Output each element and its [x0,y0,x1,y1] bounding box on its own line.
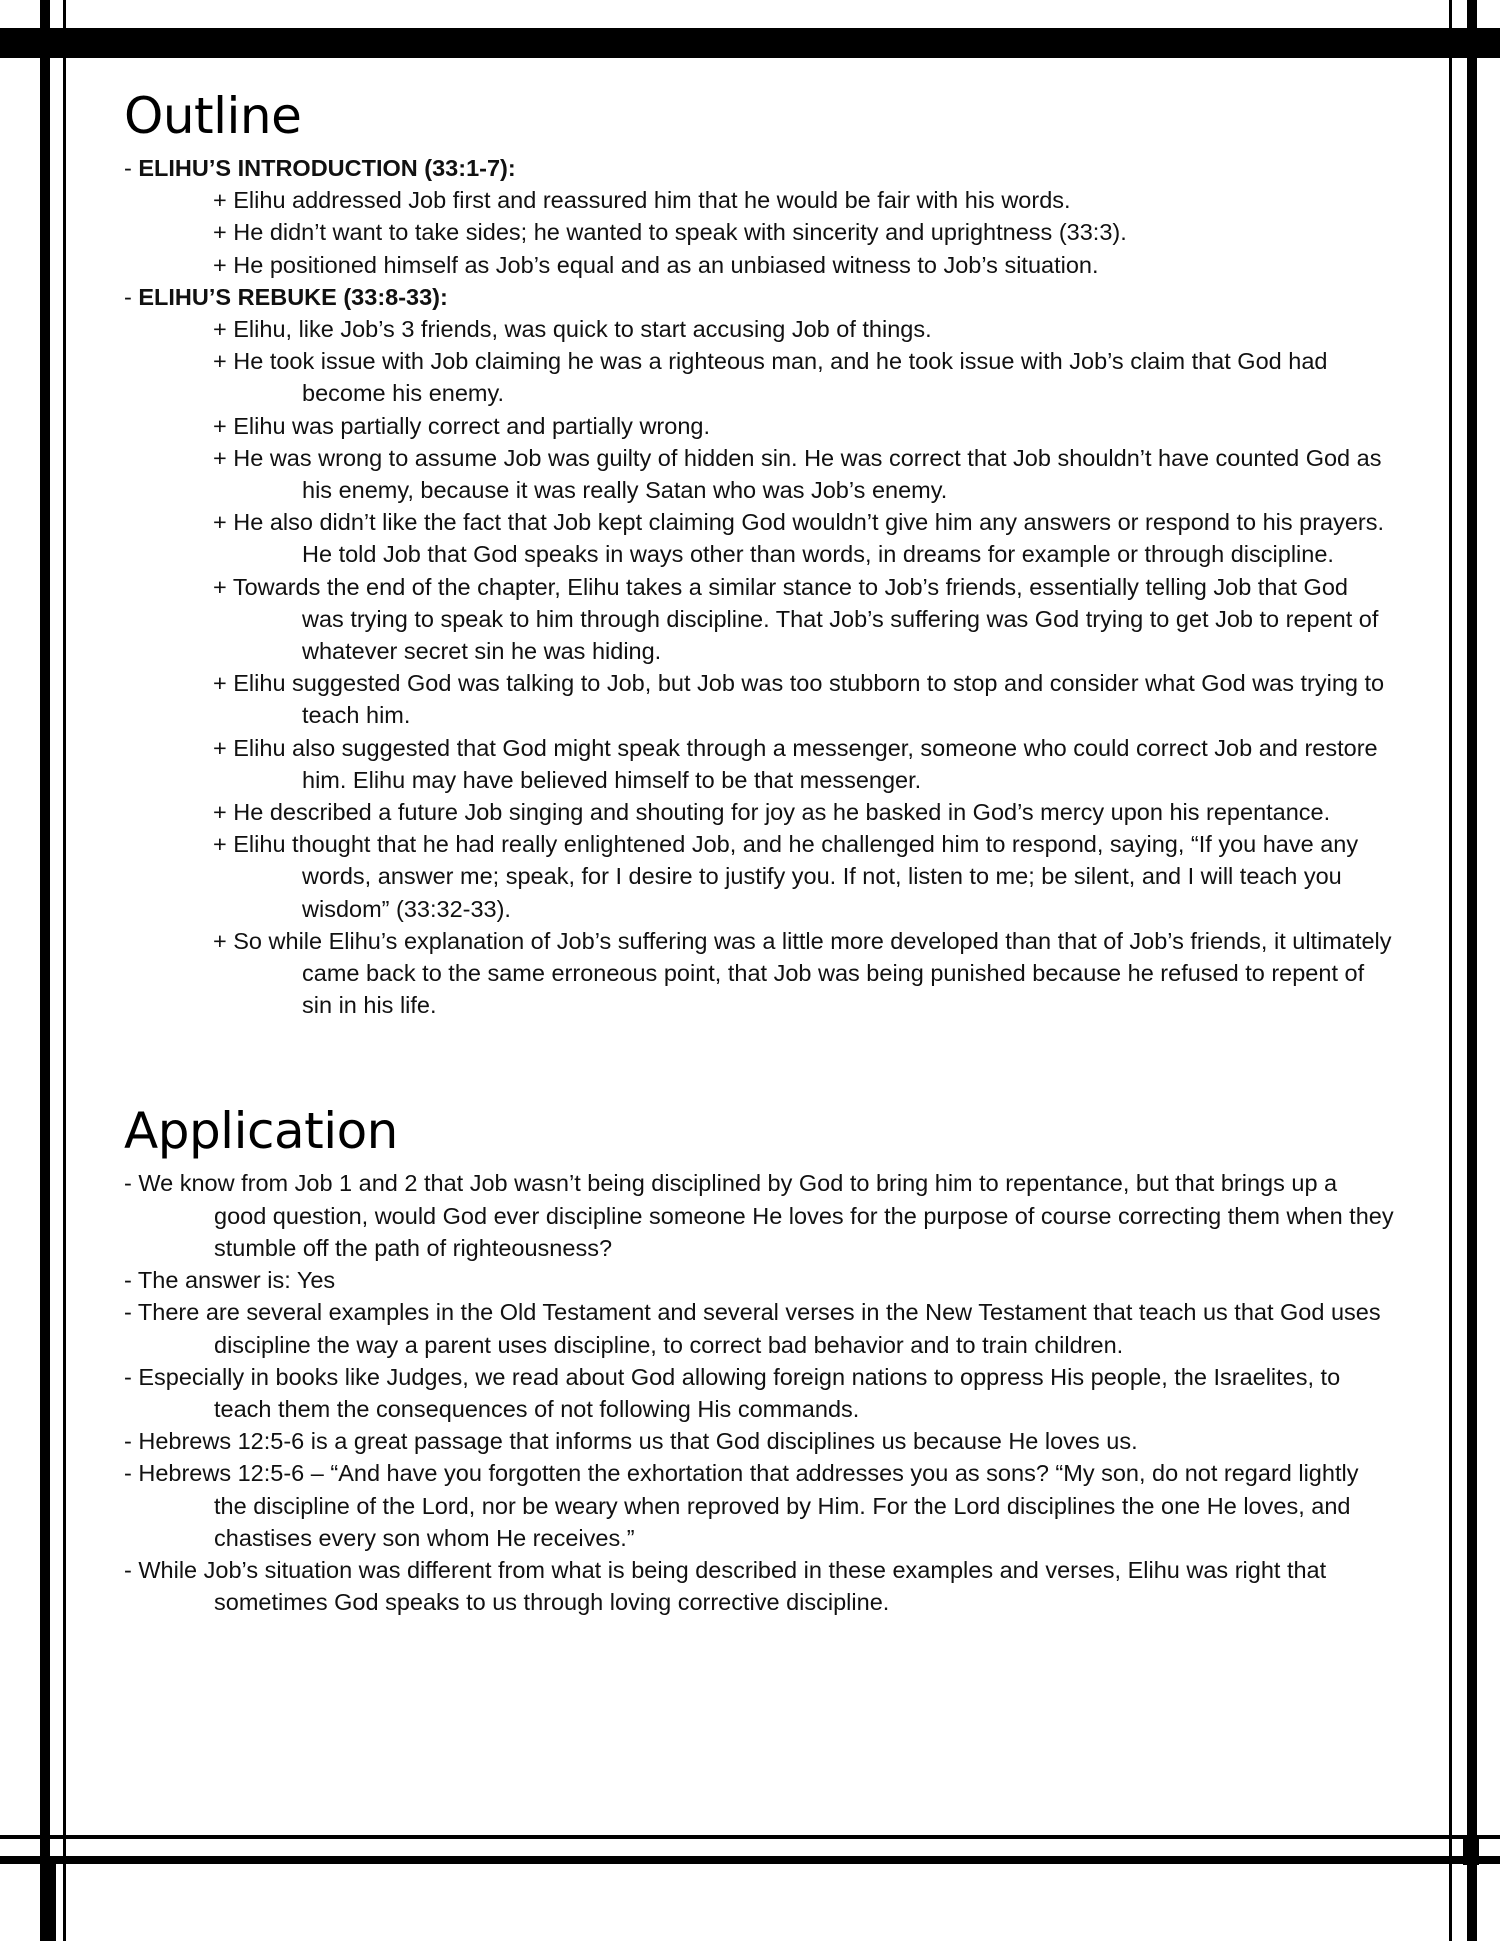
frame-bottom-thick [0,1856,1500,1864]
document-body [124,86,1394,1618]
outline-point: + Towards the end of the chapter, Elihu takes a similar stance to Job’s friends, essentially telling Job that God was trying to speak to him through discipline. That Job’s suffering was God trying to get Job to repent of whatever secret sin he was hiding. [213,573,1379,665]
outline-point: + He also didn’t like the fact that Job kept claiming God wouldn’t give him any answers or respond to his prayers. He told Job that God speaks in ways other than words, in dreams for example or through discipline. [213,509,1385,568]
application-point: - There are several examples in the Old Testament and several verses in the New Testament that teach us that God uses discipline the way a parent uses discipline, to correct bad behavior and to train children. [124,1299,1381,1358]
outline-point: + Elihu, like Job’s 3 friends, was quick to start accusing Job of things. [213,316,932,343]
outline-point: + Elihu addressed Job first and reassured him that he would be fair with his words. [213,187,1071,214]
outline-point: + Elihu was partially correct and partially wrong. [213,412,710,439]
frame-left-block-bottom [40,1864,56,1941]
application-point: - Hebrews 12:5-6 is a great passage that informs us that God disciplines us because He loves us. [124,1428,1138,1455]
application-point: - Especially in books like Judges, we read about God allowing foreign nations to oppress His people, the Israelites, to teach them the consequences of not following His commands. [124,1363,1341,1422]
frame-left-thin [63,0,66,1941]
frame-left-thick [40,0,50,1941]
frame-right-thin [1449,0,1452,1941]
application-point: - We know from Job 1 and 2 that Job wasn’t being disciplined by God to bring him to repentance, but that brings up a good question, would God ever discipline someone He loves for the purpose of course correcting them when they stumble off the path of righteousness? [124,1170,1394,1261]
application-point: - Hebrews 12:5-6 – “And have you forgotten the exhortation that addresses you as sons? “My son, do not regard lightly the discipline of the Lord, nor be weary when reproved by Him. For the Lord disciplines the one He loves, and chastises every son whom He receives.” [124,1460,1359,1551]
outline-section-title: - ELIHU’S REBUKE (33:8-33): [124,283,448,310]
outline-point: + He positioned himself as Job’s equal and as an unbiased witness to Job’s situation. [213,251,1099,278]
frame-bottom-thin [0,1835,1500,1839]
application-point: - The answer is: Yes [124,1267,336,1294]
outline-point: + Elihu also suggested that God might speak through a messenger, someone who could correct Job and restore him. Elihu may have believed himself to be that messenger. [213,734,1378,793]
outline-group-rebuke [124,281,1394,1022]
outline-point: + He took issue with Job claiming he was a righteous man, and he took issue with Job’s claim that God had become his enemy. [213,348,1328,407]
outline-point: + He was wrong to assume Job was guilty of hidden sin. He was correct that Job shouldn’t have counted God as his enemy, because it was really Satan who was Job’s enemy. [213,444,1382,504]
frame-right-block-bottom [1463,1835,1479,1865]
outline-section-title: - ELIHU’S INTRODUCTION (33:1-7): [124,155,516,181]
outline-point: + Elihu thought that he had really enlightened Job, and he challenged him to respond, saying, “If you have any words, answer me; speak, for I desire to justify you. If not, listen to me; be silent, and I will teach you wisdom” (33:32-33). [213,831,1359,922]
outline-point: + He didn’t want to take sides; he wanted to speak with sincerity and uprightness (33:3). [213,219,1127,246]
section-spacer [124,1021,1394,1101]
application-section [124,1101,1394,1618]
frame-top-thick [0,28,1500,58]
frame-right-thick [1467,0,1477,1941]
application-heading: Application [124,1102,398,1161]
outline-point: + He described a future Job singing and shouting for joy as he basked in God’s mercy upon his repentance. [213,799,1331,826]
outline-group-introduction [124,152,1394,281]
frame-top-thin [0,40,60,43]
outline-section [124,86,1394,1021]
outline-point: + Elihu suggested God was talking to Job, but Job was too stubborn to stop and consider what God was trying to teach him. [213,670,1385,729]
outline-heading: Outline [124,87,302,145]
application-point: - While Job’s situation was different from what is being described in these examples and verses, Elihu was right that sometimes God speaks to us through loving corrective discipline. [124,1556,1327,1616]
outline-point: + So while Elihu’s explanation of Job’s suffering was a little more developed than that of Job’s friends, it ultimately came back to the same erroneous point, that Job was being punished because he refused to repent of sin in his life. [213,927,1392,1019]
